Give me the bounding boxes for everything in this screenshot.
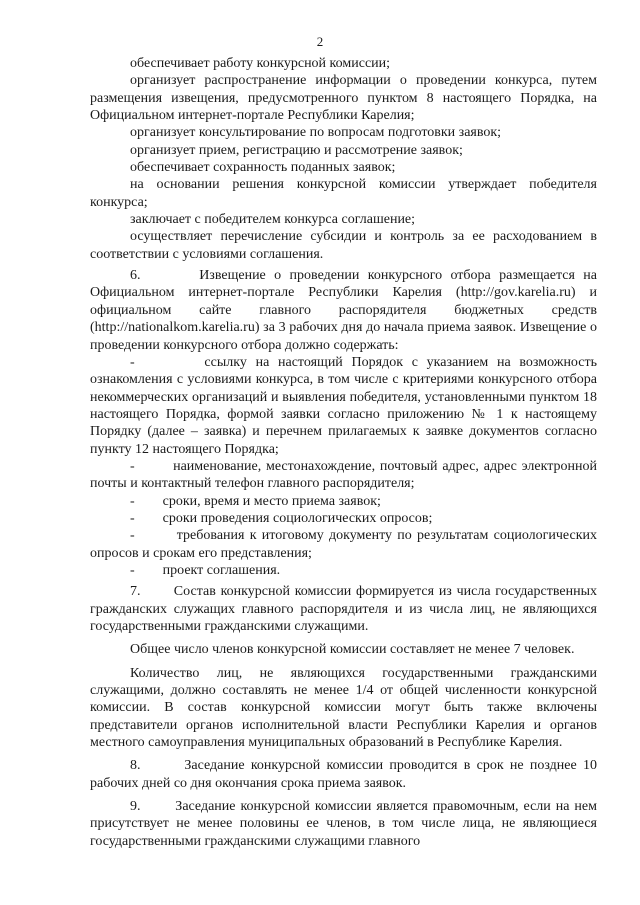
clause-6: 6. Извещение о проведении конкурсного отбора размещается на Официальном интернет-портале Республики Карелия (http://gov.karelia.ru) и официальном сайте главного распорядителя бюджетных средств (http://nationalkom.karelia.ru) за 3 рабочих дня до начала приема заявок. Извещение о проведении конкурсного отбора должно содержать:	[90, 268, 597, 353]
clause-7: 7. Состав конкурсной комиссии формируется из числа государственных гражданских служащих главного распорядителя и из числа лиц, не являющихся государственными гражданскими служащими.	[90, 584, 597, 634]
list-item: - наименование, местонахождение, почтовый адрес, адрес электронной почты и контактный телефон главного распорядителя;	[90, 458, 597, 492]
paragraph: Количество лиц, не являющихся государственными гражданскими служащими, должно составлять не менее 1/4 от общей численности конкурсной комиссии. В состав конкурсной комиссии могут быть также включены представители органов исполнительной власти Республики Карелия и органов местного самоуправления муниципальных образований в Республике Карелия.	[90, 665, 597, 751]
paragraph: обеспечивает работу конкурсной комиссии;	[130, 56, 391, 71]
paragraph: организует консультирование по вопросам подготовки заявок;	[130, 125, 502, 141]
document-body	[90, 55, 597, 850]
list-item: - ссылку на настоящий Порядок с указанием на возможность ознакомления с условиями конкурса, в том числе с критериями конкурсного отбора некоммерческих организаций и выявления победителя, установленными пунктом 18 настоящего Порядка, формой заявки согласно приложению № 1 к настоящему Порядку (далее – заявка) и перечнем прилагаемых к заявке документов согласно пункту 12 настоящего Порядка;	[90, 354, 597, 457]
clause-8: 8. Заседание конкурсной комиссии проводится в срок не позднее 10 рабочих дней со дня окончания срока приема заявок.	[90, 758, 597, 791]
list-item: - требования к итоговому документу по результатам социологических опросов и срокам его представления;	[90, 528, 597, 561]
paragraph: Общее число членов конкурсной комиссии составляет не менее 7 человек.	[130, 642, 575, 658]
list-item: - проект соглашения.	[130, 562, 281, 578]
paragraph: организует прием, регистрацию и рассмотрение заявок;	[130, 142, 463, 158]
clause-9: 9. Заседание конкурсной комиссии является правомочным, если на нем присутствует не менее половины ее членов, в том числе лица, не являющиеся государственными гражданскими служащими главного	[90, 799, 597, 849]
list-item: - сроки проведения социологических опросов;	[130, 510, 433, 526]
paragraph: обеспечивает сохранность поданных заявок;	[130, 160, 396, 176]
page-number: 2	[316, 34, 324, 49]
paragraph: организует распространение информации о проведении конкурса, путем размещения извещения, предусмотренного пунктом 8 настоящего Порядка, на Официальном интернет-портале Республики Карелия;	[90, 73, 597, 124]
paragraph: осуществляет перечисление субсидии и контроль за ее расходованием в соответствии с условиями соглашения.	[90, 229, 597, 262]
paragraph: заключает с победителем конкурса соглашение;	[130, 212, 416, 228]
list-item: - сроки, время и место приема заявок;	[130, 493, 381, 509]
paragraph: на основании решения конкурсной комиссии утверждает победителя конкурса;	[90, 177, 597, 210]
